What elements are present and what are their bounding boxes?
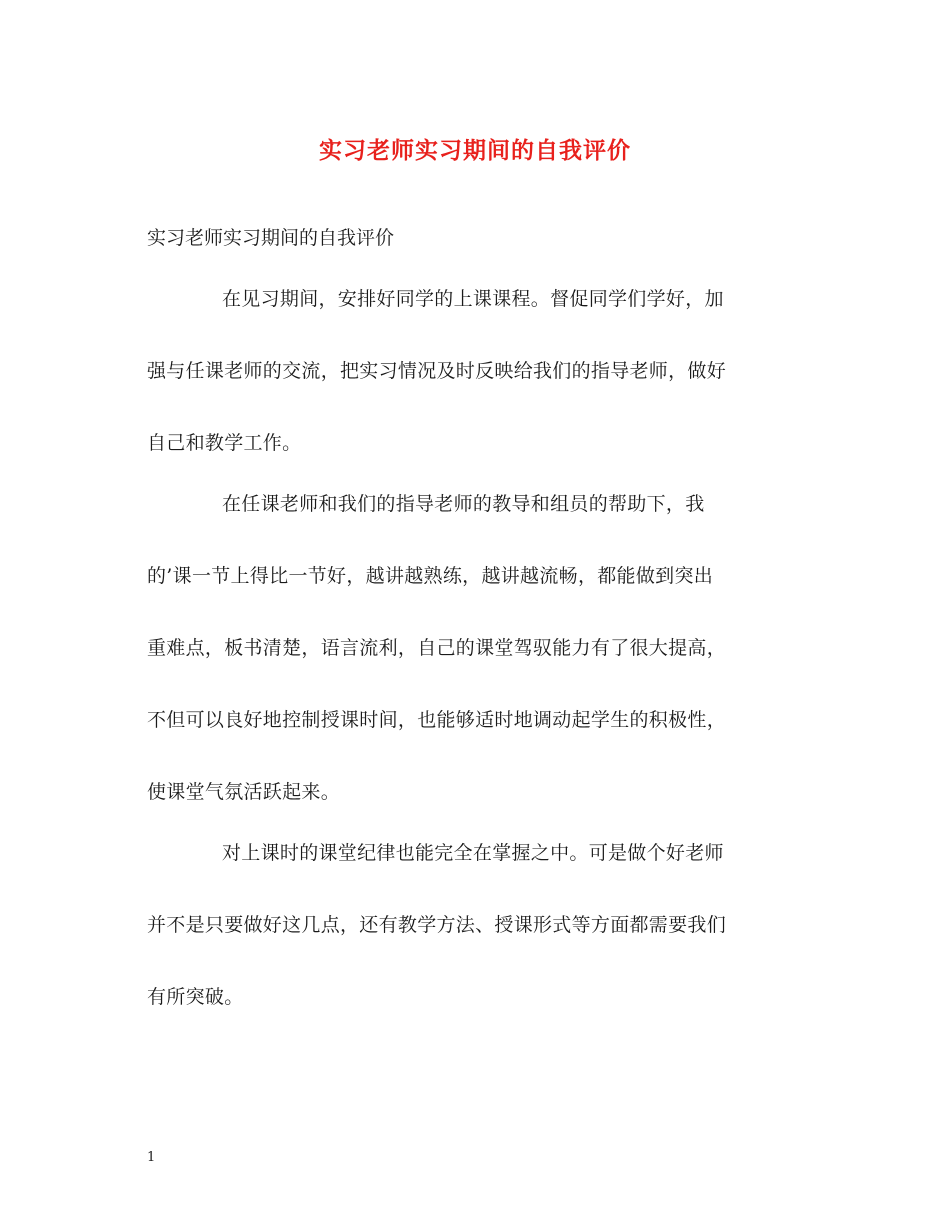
paragraph-3-line-1: 对上课时的课堂纪律也能完全在掌握之中。可是做个好老师	[222, 842, 724, 864]
paragraph-3-line-2: 并不是只要做好这几点，还有教学方法、授课形式等方面都需要我们	[147, 914, 727, 936]
paragraph-3-line-3: 有所突破。	[147, 986, 244, 1008]
paragraph-1-line-3: 自己和教学工作。	[147, 432, 302, 454]
paragraph-1-line-1: 在见习期间，安排好同学的上课课程。督促同学们学好，加	[222, 288, 724, 310]
paragraph-2-line-5: 使课堂气氛活跃起来。	[147, 781, 341, 803]
document-subtitle: 实习老师实习期间的自我评价	[147, 227, 395, 249]
paragraph-2-line-3: 重难点，板书清楚，语言流利，自己的课堂驾驭能力有了很大提高，	[147, 637, 727, 659]
paragraph-2-line-1: 在任课老师和我们的指导老师的教导和组员的帮助下，我	[222, 493, 705, 515]
paragraph-1-line-2: 强与任课老师的交流，把实习情况及时反映给我们的指导老师，做好	[147, 360, 727, 382]
paragraph-2-line-4: 不但可以良好地控制授课时间，也能够适时地调动起学生的积极性，	[147, 709, 727, 731]
paragraph-2-line-2: 的’课一节上得比一节好，越讲越熟练，越讲越流畅，都能做到突出	[147, 565, 714, 587]
page-number: 1	[147, 1150, 156, 1165]
document-title: 实习老师实习期间的自我评价	[319, 137, 631, 164]
